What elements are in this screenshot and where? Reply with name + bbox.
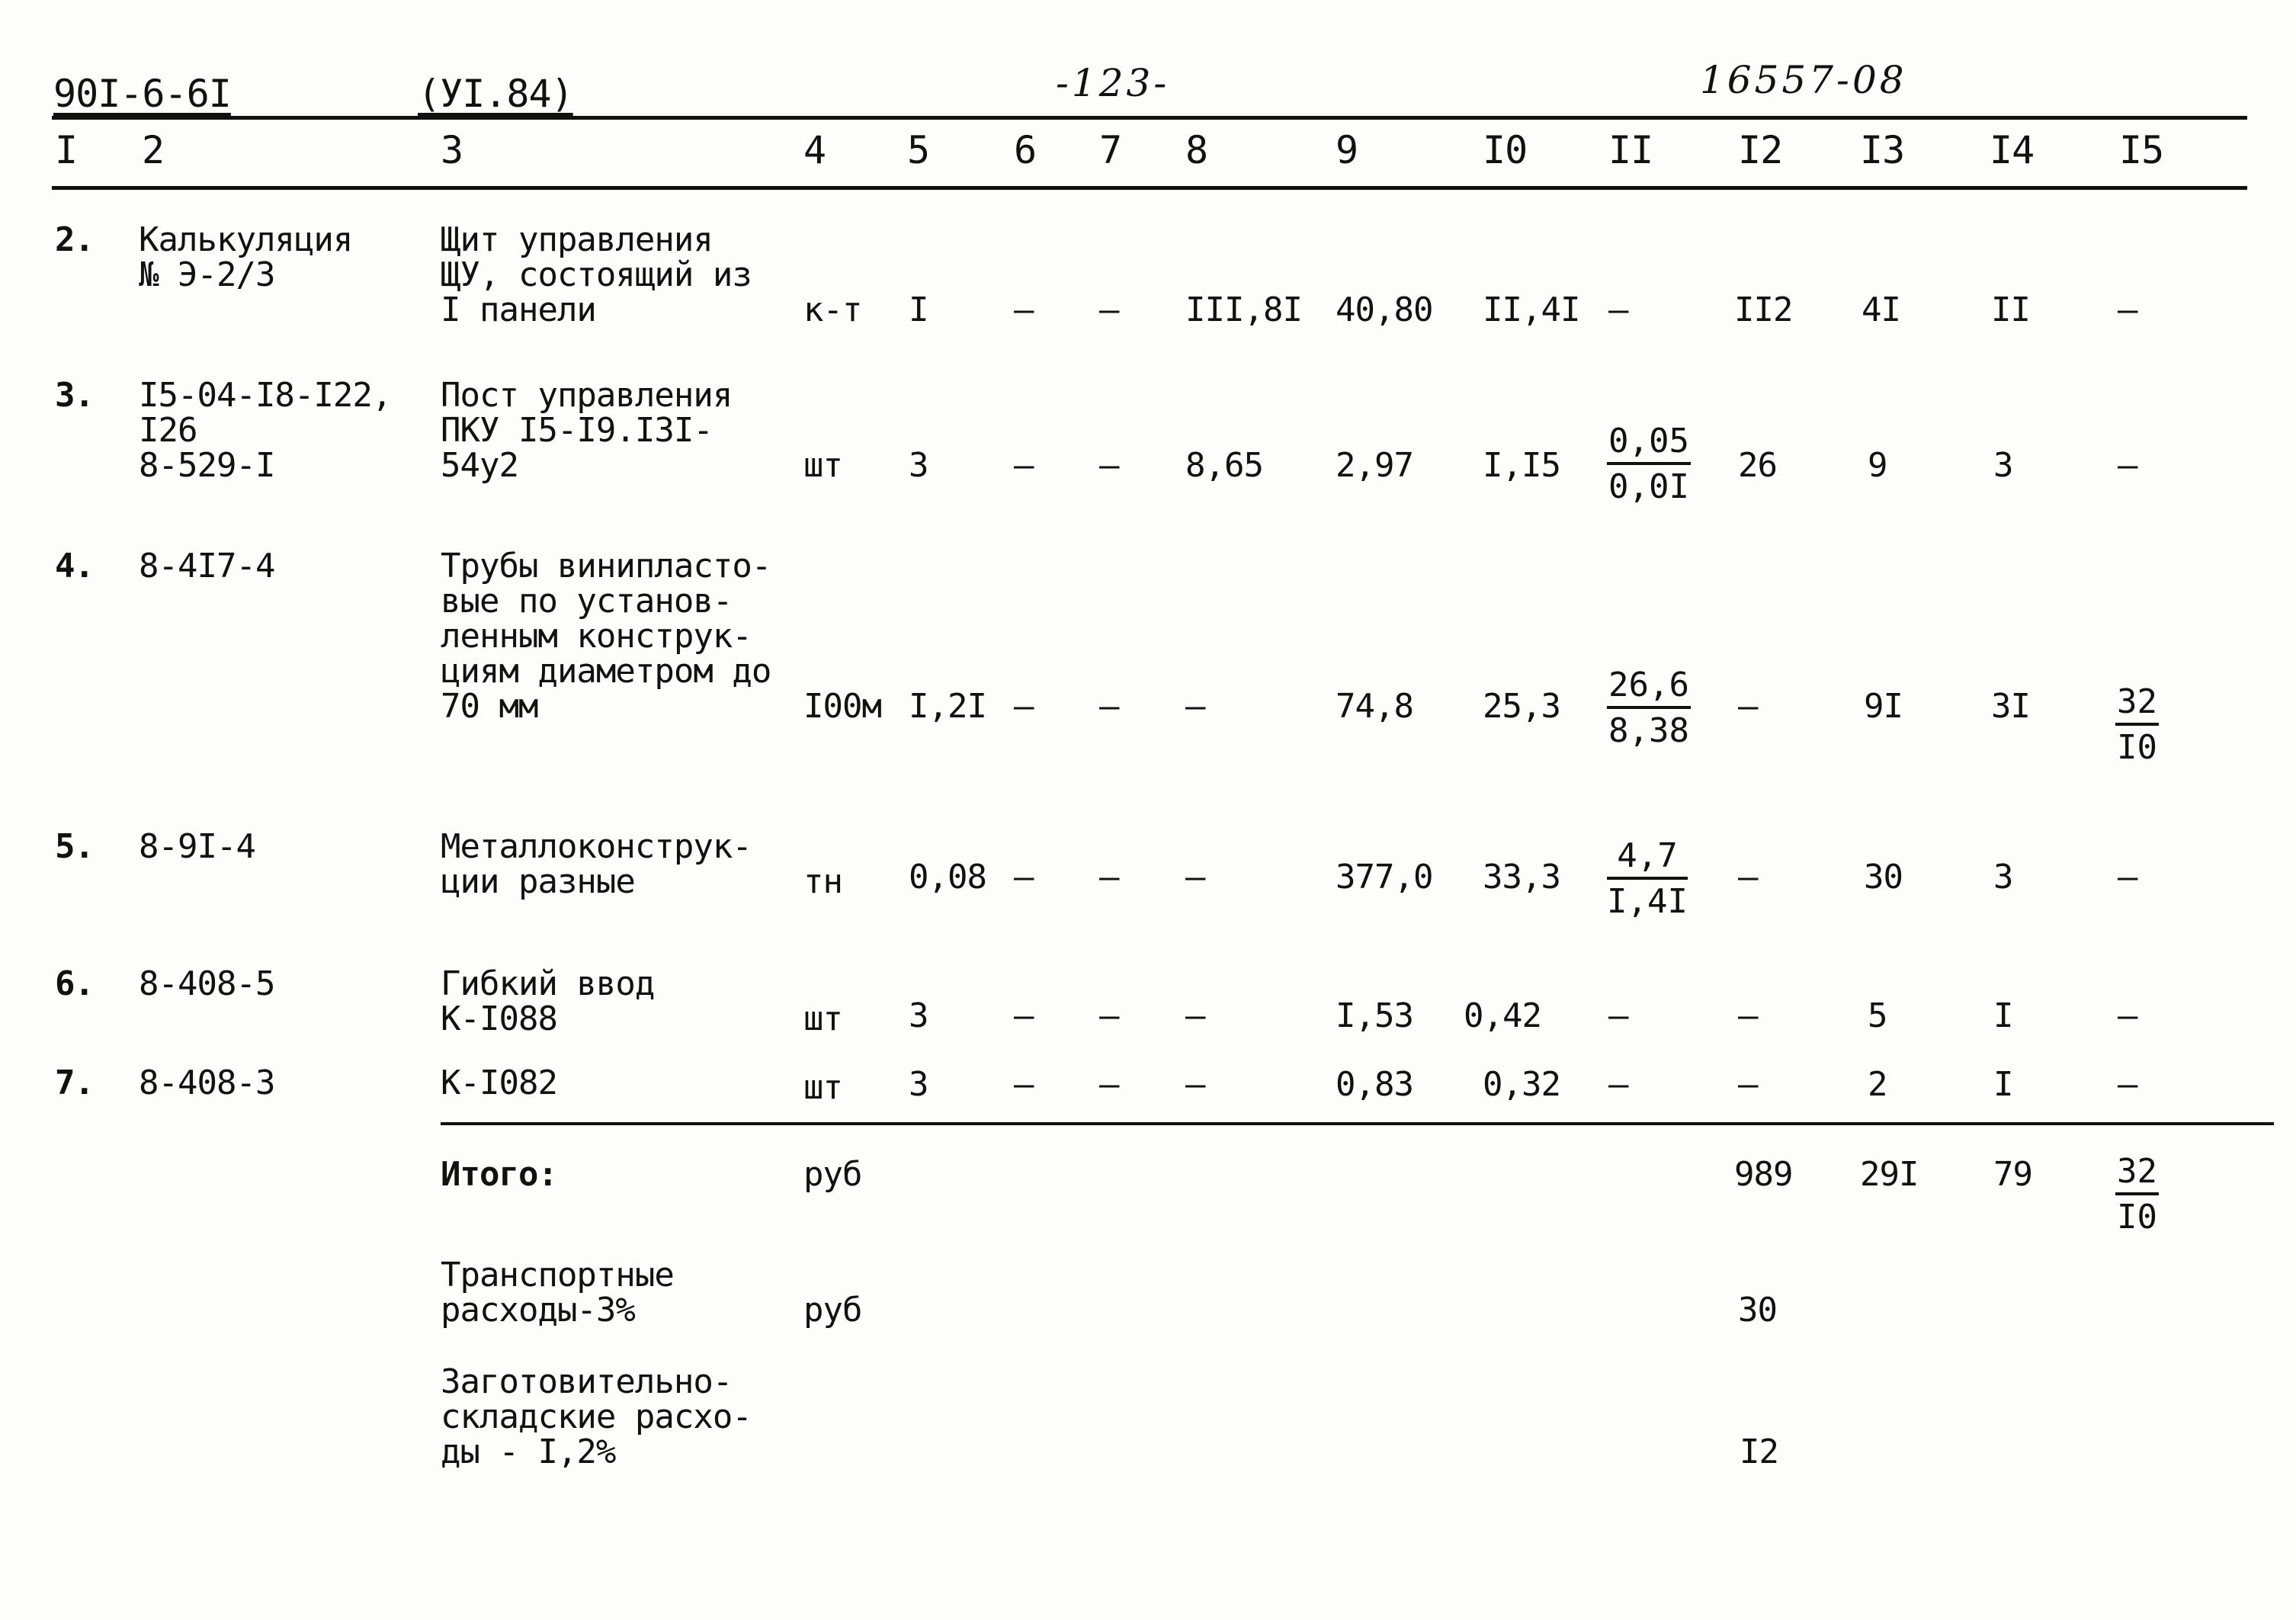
edition-code: (УI.84) <box>418 72 573 116</box>
cell-col12: 26 <box>1738 446 1777 485</box>
total-label: расходы-3% <box>441 1291 635 1330</box>
code-line: I5-04-I8-I22, <box>139 376 392 415</box>
cell-col8: – <box>1185 687 1205 726</box>
cell-col9: I,53 <box>1336 996 1413 1035</box>
fraction-numerator: 26,6 <box>1607 668 1691 709</box>
unit-cell: к-т <box>803 290 862 329</box>
desc-line: ПКУ I5-I9.I3I- <box>441 411 713 450</box>
cell-col15: – <box>2118 446 2137 485</box>
row-number: 5. <box>55 827 94 866</box>
cell-col8: – <box>1185 1065 1205 1104</box>
row-number: 4. <box>55 547 94 585</box>
total-label: Итого: <box>441 1155 557 1194</box>
qty-cell: I,2I <box>909 687 986 726</box>
cell-col10: 25,3 <box>1483 687 1560 726</box>
desc-line: Металлоконструк- <box>441 827 752 866</box>
cell-col8: – <box>1185 996 1205 1035</box>
desc-line: Гибкий ввод <box>441 964 655 1003</box>
total-label: Транспортные <box>441 1256 674 1294</box>
code-line: 8-4I7-4 <box>139 547 275 585</box>
qty-cell: I <box>909 290 928 329</box>
cell-col14: 3 <box>1993 446 2013 485</box>
cell-col6: – <box>1014 1065 1034 1104</box>
cell-col9: 0,83 <box>1336 1065 1413 1104</box>
desc-line: I панели <box>441 290 596 329</box>
cell-col7: – <box>1099 687 1119 726</box>
cell-col13: 29I <box>1860 1155 1919 1194</box>
col-14: I4 <box>1990 128 2035 172</box>
code-line: Калькуляция <box>139 220 353 259</box>
fraction-col15 <box>2115 1154 2159 1235</box>
row-number: 2. <box>55 220 94 259</box>
cell-col14: I <box>1993 1065 2013 1104</box>
fraction-numerator: 32 <box>2115 1154 2159 1195</box>
cell-col12: I2 <box>1740 1432 1778 1471</box>
cell-col12: – <box>1738 687 1758 726</box>
desc-line: ции разные <box>441 862 635 901</box>
cell-col12: II2 <box>1734 290 1793 329</box>
col-15: I5 <box>2119 128 2164 172</box>
cell-col14: I <box>1993 996 2013 1035</box>
cell-col9: 2,97 <box>1336 446 1413 485</box>
cell-col10: 0,42 <box>1464 996 1541 1035</box>
header-rule-bottom <box>52 186 2247 190</box>
col-1: I <box>55 128 78 172</box>
cell-col12: – <box>1738 1065 1758 1104</box>
col-7: 7 <box>1099 128 1122 172</box>
cell-col15: – <box>2118 858 2137 897</box>
col-2: 2 <box>142 128 165 172</box>
qty-cell: 3 <box>909 446 928 485</box>
desc-line: 54у2 <box>441 446 518 485</box>
col-6: 6 <box>1014 128 1037 172</box>
code-line: 8-408-5 <box>139 964 275 1003</box>
code-line: 8-529-I <box>139 446 275 485</box>
fraction-denominator: I,4I <box>1607 882 1688 921</box>
code-line: № Э-2/3 <box>139 255 275 294</box>
cell-col10: II,4I <box>1483 290 1580 329</box>
cell-col11: – <box>1608 290 1628 329</box>
cell-col13: 5 <box>1868 996 1887 1035</box>
fraction-col11 <box>1607 424 1691 505</box>
total-label: Заготовительно- <box>441 1362 733 1401</box>
fraction-denominator: I0 <box>2117 728 2157 767</box>
desc-line: 70 мм <box>441 687 538 726</box>
cell-col11: – <box>1608 1065 1628 1104</box>
fraction-numerator: 32 <box>2115 685 2159 726</box>
col-8: 8 <box>1185 128 1208 172</box>
cell-col6: – <box>1014 687 1034 726</box>
fraction-numerator: 0,05 <box>1607 424 1691 465</box>
fraction-col11 <box>1607 836 1688 921</box>
fraction-denominator: 0,0I <box>1608 467 1689 506</box>
unit-cell: руб <box>803 1155 862 1194</box>
code-line: I26 <box>139 411 197 450</box>
qty-cell: 3 <box>909 996 928 1035</box>
qty-cell: 0,08 <box>909 858 986 897</box>
col-11: II <box>1608 128 1653 172</box>
cell-col9: 74,8 <box>1336 687 1413 726</box>
code-line: 8-408-3 <box>139 1063 275 1102</box>
header-rule-top <box>52 116 2247 120</box>
cell-col15: – <box>2118 1065 2137 1104</box>
fraction-col11 <box>1607 668 1691 749</box>
col-5: 5 <box>907 128 930 172</box>
desc-line: ЩУ, состоящий из <box>441 255 752 294</box>
cell-col14: 79 <box>1993 1155 2032 1194</box>
cell-col13: 4I <box>1861 290 1900 329</box>
desc-line: К-I082 <box>441 1063 557 1102</box>
total-label: складские расхо- <box>441 1397 752 1436</box>
sheet-code: 16557-08 <box>1700 58 1907 102</box>
cell-col10: 33,3 <box>1483 858 1560 897</box>
cell-col12: – <box>1738 858 1758 897</box>
fraction-numerator: 4,7 <box>1607 839 1688 880</box>
cell-col12: 30 <box>1738 1291 1777 1330</box>
unit-cell: шт <box>803 999 842 1038</box>
cell-col13: 30 <box>1864 858 1903 897</box>
fraction-col15 <box>2115 682 2159 767</box>
col-4: 4 <box>803 128 826 172</box>
cell-col14: 3I <box>1991 687 2030 726</box>
row-number: 7. <box>55 1063 94 1102</box>
qty-cell: 3 <box>909 1065 928 1104</box>
row-number: 3. <box>55 376 94 415</box>
fraction-denominator: 8,38 <box>1608 711 1689 750</box>
cell-col13: 9I <box>1864 687 1903 726</box>
unit-cell: шт <box>803 446 842 485</box>
desc-line: циям диаметром до <box>441 652 771 691</box>
desc-line: Пост управления <box>441 376 733 415</box>
unit-cell: шт <box>803 1068 842 1107</box>
unit-cell: тн <box>803 862 842 901</box>
col-13: I3 <box>1860 128 1905 172</box>
cell-col9: 40,80 <box>1336 290 1433 329</box>
desc-line: Щит управления <box>441 220 713 259</box>
cell-col7: – <box>1099 1065 1119 1104</box>
col-3: 3 <box>441 128 463 172</box>
cell-col15: – <box>2118 996 2137 1035</box>
totals-rule <box>441 1122 2274 1125</box>
cell-col12: – <box>1738 996 1758 1035</box>
desc-line: К-I088 <box>441 999 557 1038</box>
cell-col8: – <box>1185 858 1205 897</box>
unit-cell: I00м <box>803 687 881 726</box>
cell-col8: 8,65 <box>1185 446 1263 485</box>
cell-col9: 377,0 <box>1336 858 1433 897</box>
col-10: I0 <box>1483 128 1528 172</box>
cell-col10: 0,32 <box>1483 1065 1560 1104</box>
cell-col14: 3 <box>1993 858 2013 897</box>
cell-col6: – <box>1014 858 1034 897</box>
col-9: 9 <box>1336 128 1358 172</box>
cell-col7: – <box>1099 858 1119 897</box>
cell-col6: – <box>1014 290 1034 329</box>
doc-code: 90I-6-6I <box>53 72 231 116</box>
code-line: 8-9I-4 <box>139 827 255 866</box>
unit-cell: руб <box>803 1291 862 1330</box>
cell-col6: – <box>1014 996 1034 1035</box>
desc-line: вые по установ- <box>441 582 733 621</box>
cell-col7: – <box>1099 446 1119 485</box>
col-12: I2 <box>1738 128 1783 172</box>
cell-col6: – <box>1014 446 1034 485</box>
cell-col7: – <box>1099 290 1119 329</box>
desc-line: Трубы винипласто- <box>441 547 771 585</box>
desc-line: ленным конструк- <box>441 617 752 656</box>
cell-col15: – <box>2118 290 2137 329</box>
cell-col8: III,8I <box>1185 290 1302 329</box>
cell-col7: – <box>1099 996 1119 1035</box>
row-number: 6. <box>55 964 94 1003</box>
total-label: ды - I,2% <box>441 1432 616 1471</box>
fraction-denominator: I0 <box>2117 1198 2157 1237</box>
cell-col10: I,I5 <box>1483 446 1560 485</box>
cell-col11: – <box>1608 996 1628 1035</box>
cell-col12: 989 <box>1734 1155 1793 1194</box>
page-number: -123- <box>1056 61 1170 105</box>
cell-col13: 2 <box>1868 1065 1887 1104</box>
cell-col14: II <box>1991 290 2030 329</box>
cell-col13: 9 <box>1868 446 1887 485</box>
